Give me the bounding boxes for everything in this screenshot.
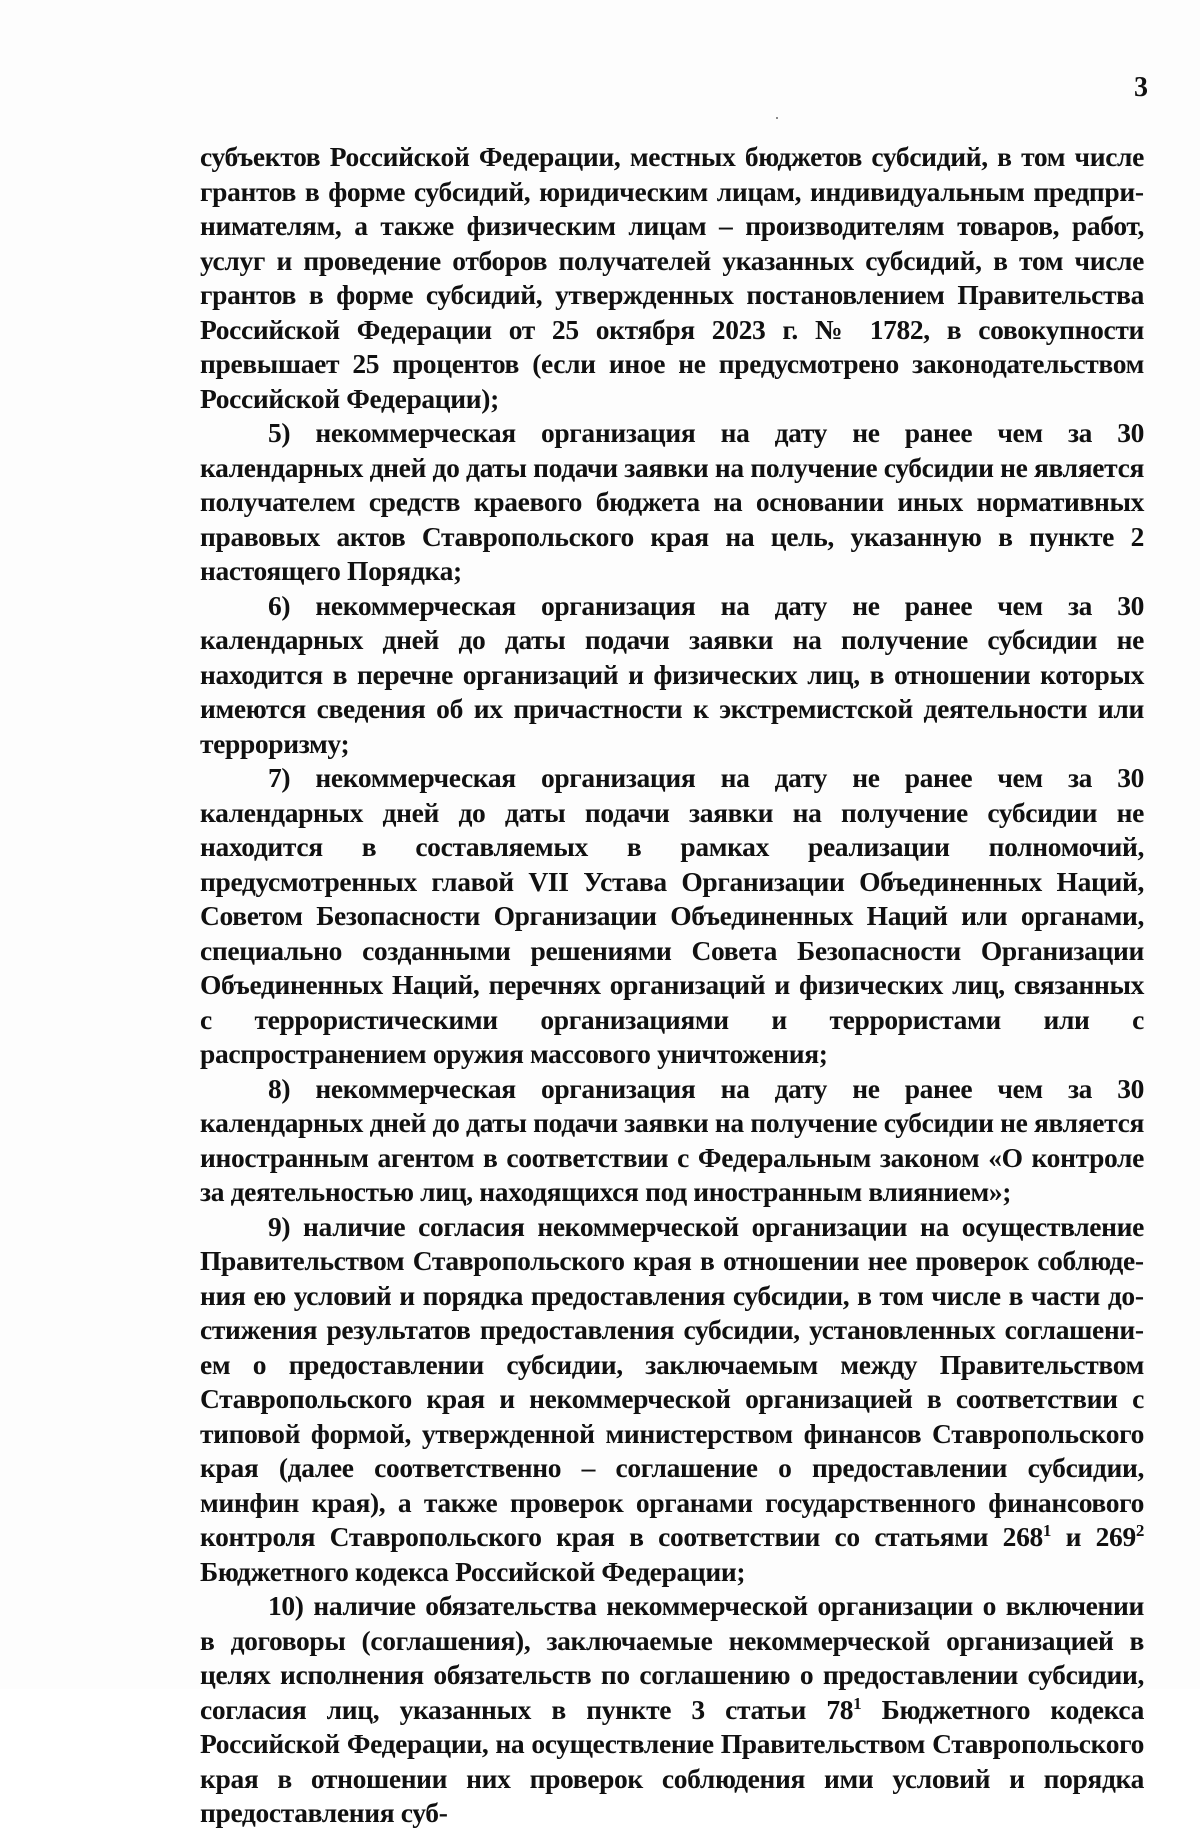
superscript: 1: [1042, 1520, 1052, 1540]
page-number: 3: [1134, 72, 1148, 103]
superscript: 2: [1135, 1520, 1144, 1540]
scan-artifact: [776, 117, 778, 119]
document-body: [200, 140, 1144, 1831]
paragraph-item-8: 8) некоммерческая организация на дату не ранее чем за 30 календарных дней до даты подачи заявки на получение субсидии не является иностранным агентом в соответствии с Федеральным законом «О контроле за деятельностью лиц, находящихся под иностранным влиянием»;: [200, 1072, 1144, 1207]
paragraph-item-6: 6) некоммерческая организация на дату не ранее чем за 30 календарных дней до даты подачи заявки на получение субсидии не находится в перечне организаций и физических лиц, в отношении которых имеются сведения об их причастности к экстремистской деятельности или терроризму;: [200, 589, 1144, 759]
paragraph-item-7: 7) некоммерческая организация на дату не ранее чем за 30 календарных дней до даты подачи заявки на получение субсидии не находится в составляемых в рамках реализации полномочий, предусмотренных главой VII Устава Организации Объединенных Наций, Советом Безопасности Организации Объединенных Наций или органами, специально созданными решениями Совета Безопасности Организации Объединенных Наций, перечнях организаций и физических лиц, связанных с террористическими организациями и террористами или с распространением оружия массового уничтожения;: [200, 762, 1144, 1069]
paragraph-item-9-text-b: и 269: [1051, 1521, 1136, 1552]
paragraph-item-9-text-c: Бюджетного кодекса Российской Федерации;: [200, 1555, 746, 1587]
paragraph-item-5: 5) некоммерческая организация на дату не ранее чем за 30 календарных дней до даты подачи заявки на получение субсидии не является получателем средств краевого бюджета на основании иных нормативных правовых актов Ставропольского края на цель, указанную в пункте 2 настоящего Порядка;: [200, 417, 1144, 586]
paragraph-item-9-text-a: 9) наличие согласия некоммерческой организации на осуществление Правительством Ставропольского края в отношении нее проверок соблюдения ею условий и порядка предоставления субсидии, в том числе в части достижения результатов предоставления субсидии, установленных соглашением о предоставлении субсидии, заключаемым между Правительством Ставропольского края и некоммерческой организацией в соответствии с типовой формой, утвержденной министерством финансов Ставропольского края (далее соответственно – соглашение о предоставлении субсидии, минфин края), а также проверок органами государственного финансового контроля Ставропольского края в соответствии со статьями 268: [200, 1210, 1144, 1552]
paragraph-item-10: [200, 1589, 1144, 1831]
paragraph-continuation: субъектов Российской Федерации, местных бюджетов субсидий, в том числе грантов в форме субсидий, юридическим лицам, индивидуальным предпринимателям, а также физическим лицам – производителям товаров, работ, услуг и проведение отборов получателей указанных субсидий, в том числе грантов в форме субсидий, утвержденных постановлением Правительства Российской Федерации от 25 октября 2023 г. № 1782, в совокупности превышает 25 процентов (если иное не предусмотрено законодательством Российской Федерации);: [200, 141, 1144, 414]
paragraph-item-9: [200, 1210, 1144, 1590]
paragraph-item-10-text-b: Бюджетного кодекса Российской Федерации, на осуществление Правительством Ставропольского края в отношении них проверок соблюдения ими условий и порядка предоставления суб-: [200, 1693, 1144, 1828]
superscript: 1: [853, 1693, 862, 1713]
paragraph-item-10-text-a: 10) наличие обязательства некоммерческой организации о включении в договоры (соглашения), заключаемые некоммерческой организацией в целях исполнения обязательств по соглашению о предоставлении субсидии, согласия лиц, указанных в пункте 3 статьи 78: [200, 1590, 1144, 1725]
